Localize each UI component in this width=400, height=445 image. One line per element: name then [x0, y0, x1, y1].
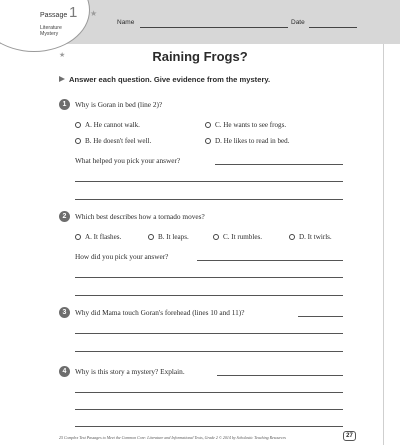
question-3-text: Why did Mama touch Goran's forehead (lines 10 and 11)?	[75, 308, 245, 317]
answer-line[interactable]	[75, 277, 343, 278]
triangle-icon	[59, 76, 65, 82]
question-2-option-a[interactable]: A. It flashes.	[75, 233, 121, 241]
instructions	[59, 75, 270, 84]
page-title: Raining Frogs?	[152, 49, 248, 64]
question-1-text: Why is Goran in bed (line 2)?	[75, 100, 163, 109]
radio-circle-icon	[148, 234, 154, 240]
question-number-4: 4	[59, 366, 70, 377]
genre-label	[40, 25, 62, 37]
radio-circle-icon	[213, 234, 219, 240]
date-field[interactable]	[309, 27, 357, 28]
passage-number: 1	[69, 4, 78, 21]
question-1-followup: What helped you pick your answer?	[75, 156, 181, 165]
name-label: Name	[117, 19, 135, 26]
answer-line[interactable]	[217, 375, 343, 376]
margin-rule	[383, 44, 384, 445]
question-1-option-d[interactable]: D. He likes to read in bed.	[205, 137, 289, 145]
answer-line[interactable]	[215, 164, 343, 165]
radio-circle-icon	[75, 234, 81, 240]
answer-line[interactable]	[75, 426, 343, 427]
question-2-option-b[interactable]: B. It leaps.	[148, 233, 189, 241]
question-2-text: Which best describes how a tornado moves?	[75, 212, 205, 221]
question-number-1: 1	[59, 99, 70, 110]
answer-line[interactable]	[75, 295, 343, 296]
answer-line[interactable]	[75, 199, 343, 200]
question-2-option-d[interactable]: D. It twirls.	[289, 233, 332, 241]
question-1-option-b[interactable]: B. He doesn't feel well.	[75, 137, 151, 145]
radio-circle-icon	[75, 138, 81, 144]
question-1-option-a[interactable]: A. He cannot walk.	[75, 121, 140, 129]
radio-circle-icon	[205, 138, 211, 144]
name-field[interactable]	[140, 27, 288, 28]
question-number-3: 3	[59, 307, 70, 318]
answer-line[interactable]	[75, 181, 343, 182]
question-2-option-c[interactable]: C. It rumbles.	[213, 233, 262, 241]
answer-line[interactable]	[197, 260, 343, 261]
page-number: 27	[343, 431, 356, 441]
question-2-followup: How did you pick your answer?	[75, 252, 169, 261]
passage-label: Passage	[40, 12, 68, 19]
star-icon: ★	[90, 9, 98, 18]
date-label: Date	[291, 19, 305, 26]
answer-line[interactable]	[75, 351, 343, 352]
answer-line[interactable]	[75, 333, 343, 334]
genre-line-1: Literature	[40, 25, 62, 31]
footer-credit: 25 Complex Text Passages to Meet the Common Core: Literature and Informational Texts, Grade 2 © 2014 by Scholastic Teaching Resources	[59, 435, 286, 440]
instructions-text: Answer each question. Give evidence from the mystery.	[69, 75, 271, 84]
answer-line[interactable]	[75, 392, 343, 393]
answer-line[interactable]	[298, 316, 343, 317]
star-icon: ★	[59, 51, 66, 59]
genre-line-2: Mystery	[40, 31, 59, 37]
question-number-2: 2	[59, 211, 70, 222]
question-4-text: Why is this story a mystery? Explain.	[75, 367, 185, 376]
radio-circle-icon	[289, 234, 295, 240]
radio-circle-icon	[205, 122, 211, 128]
answer-line[interactable]	[75, 409, 343, 410]
radio-circle-icon	[75, 122, 81, 128]
question-1-option-c[interactable]: C. He wants to see frogs.	[205, 121, 286, 129]
